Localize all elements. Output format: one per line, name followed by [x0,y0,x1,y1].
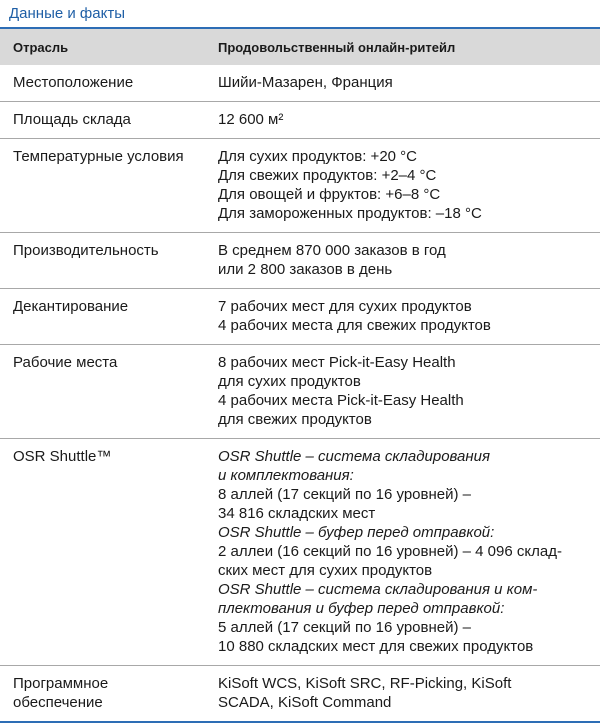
row-value-line: SCADA, KiSoft Command [218,694,392,711]
row-value-line: KiSoft WCS, KiSoft SRC, RF-Picking, KiSoft [218,675,512,692]
row-value-line: В среднем 870 000 заказов в год [218,242,446,259]
row-label-line: Программное [13,675,109,692]
header-industry-label: Отрасль [0,29,205,65]
row-value-line: Шийи-Мазарен, Франция [218,74,393,91]
row-label-line: Температурные условия [13,148,184,165]
row-value-line: Для овощей и фруктов: +6–8 °C [218,186,441,203]
row-value-line: 8 рабочих мест Pick-it-Easy Health [218,354,456,371]
row-value-line: для сухих продуктов [218,373,361,390]
table-row [0,65,600,102]
row-value [205,65,600,102]
row-label [0,439,205,666]
table-header-row [0,29,600,65]
row-label-line: Декантирование [13,298,129,315]
row-value-line: 8 аллей (17 секций по 16 уровней) – [218,486,471,503]
page-title: Данные и факты [9,5,125,22]
row-value [205,102,600,139]
row-value-line: 4 рабочих места для свежих продуктов [218,317,491,334]
row-value-line: 2 аллеи (16 секций по 16 уровней) – 4 096 склад- [218,543,562,560]
row-label [0,233,205,289]
row-value [205,289,600,345]
row-label [0,139,205,233]
row-label-line: Производительность [13,242,159,259]
row-value-line: 4 рабочих места Pick-it-Easy Health [218,392,464,409]
row-label-line: OSR Shuttle™ [13,448,112,465]
table-row [0,666,600,723]
row-value-line: OSR Shuttle – система складирования и ком- [218,581,538,598]
row-value-line: Для замороженных продуктов: –18 °C [218,205,482,222]
row-value-line: плектования и буфер перед отправкой: [218,600,505,617]
row-value-line: 34 816 складских мест [218,505,376,522]
table-row [0,345,600,439]
row-label-line: обеспечение [13,694,103,711]
row-label-line: Местоположение [13,74,134,91]
row-label-line: Рабочие места [13,354,118,371]
row-label [0,345,205,439]
row-label [0,289,205,345]
row-value-line: для свежих продуктов [218,411,372,428]
row-label-line: Площадь склада [13,111,131,128]
row-label [0,65,205,102]
table-row [0,439,600,666]
row-value [205,345,600,439]
row-value-line: 7 рабочих мест для сухих продуктов [218,298,472,315]
facts-table-body [0,65,600,722]
row-value-line: 10 880 складских мест для свежих продуктов [218,638,534,655]
row-value-line: 12 600 м² [218,111,284,128]
table-row [0,289,600,345]
row-value-line: или 2 800 заказов в день [218,261,393,278]
row-value-line: Для свежих продуктов: +2–4 °C [218,167,437,184]
table-row [0,139,600,233]
row-value-line: ских мест для сухих продуктов [218,562,433,579]
row-value [205,233,600,289]
table-row [0,233,600,289]
row-label [0,102,205,139]
row-label [0,666,205,723]
row-value [205,439,600,666]
row-value [205,666,600,723]
row-value-line: 5 аллей (17 секций по 16 уровней) – [218,619,471,636]
row-value-line: OSR Shuttle – буфер перед отправкой: [218,524,495,541]
row-value-line: и комплектования: [218,467,354,484]
row-value-line: OSR Shuttle – система складирования [218,448,491,465]
header-industry-value: Продовольственный онлайн-ритейл [205,29,600,65]
row-value-line: Для сухих продуктов: +20 °C [218,148,417,165]
table-row [0,102,600,139]
facts-table [0,29,600,723]
row-value [205,139,600,233]
